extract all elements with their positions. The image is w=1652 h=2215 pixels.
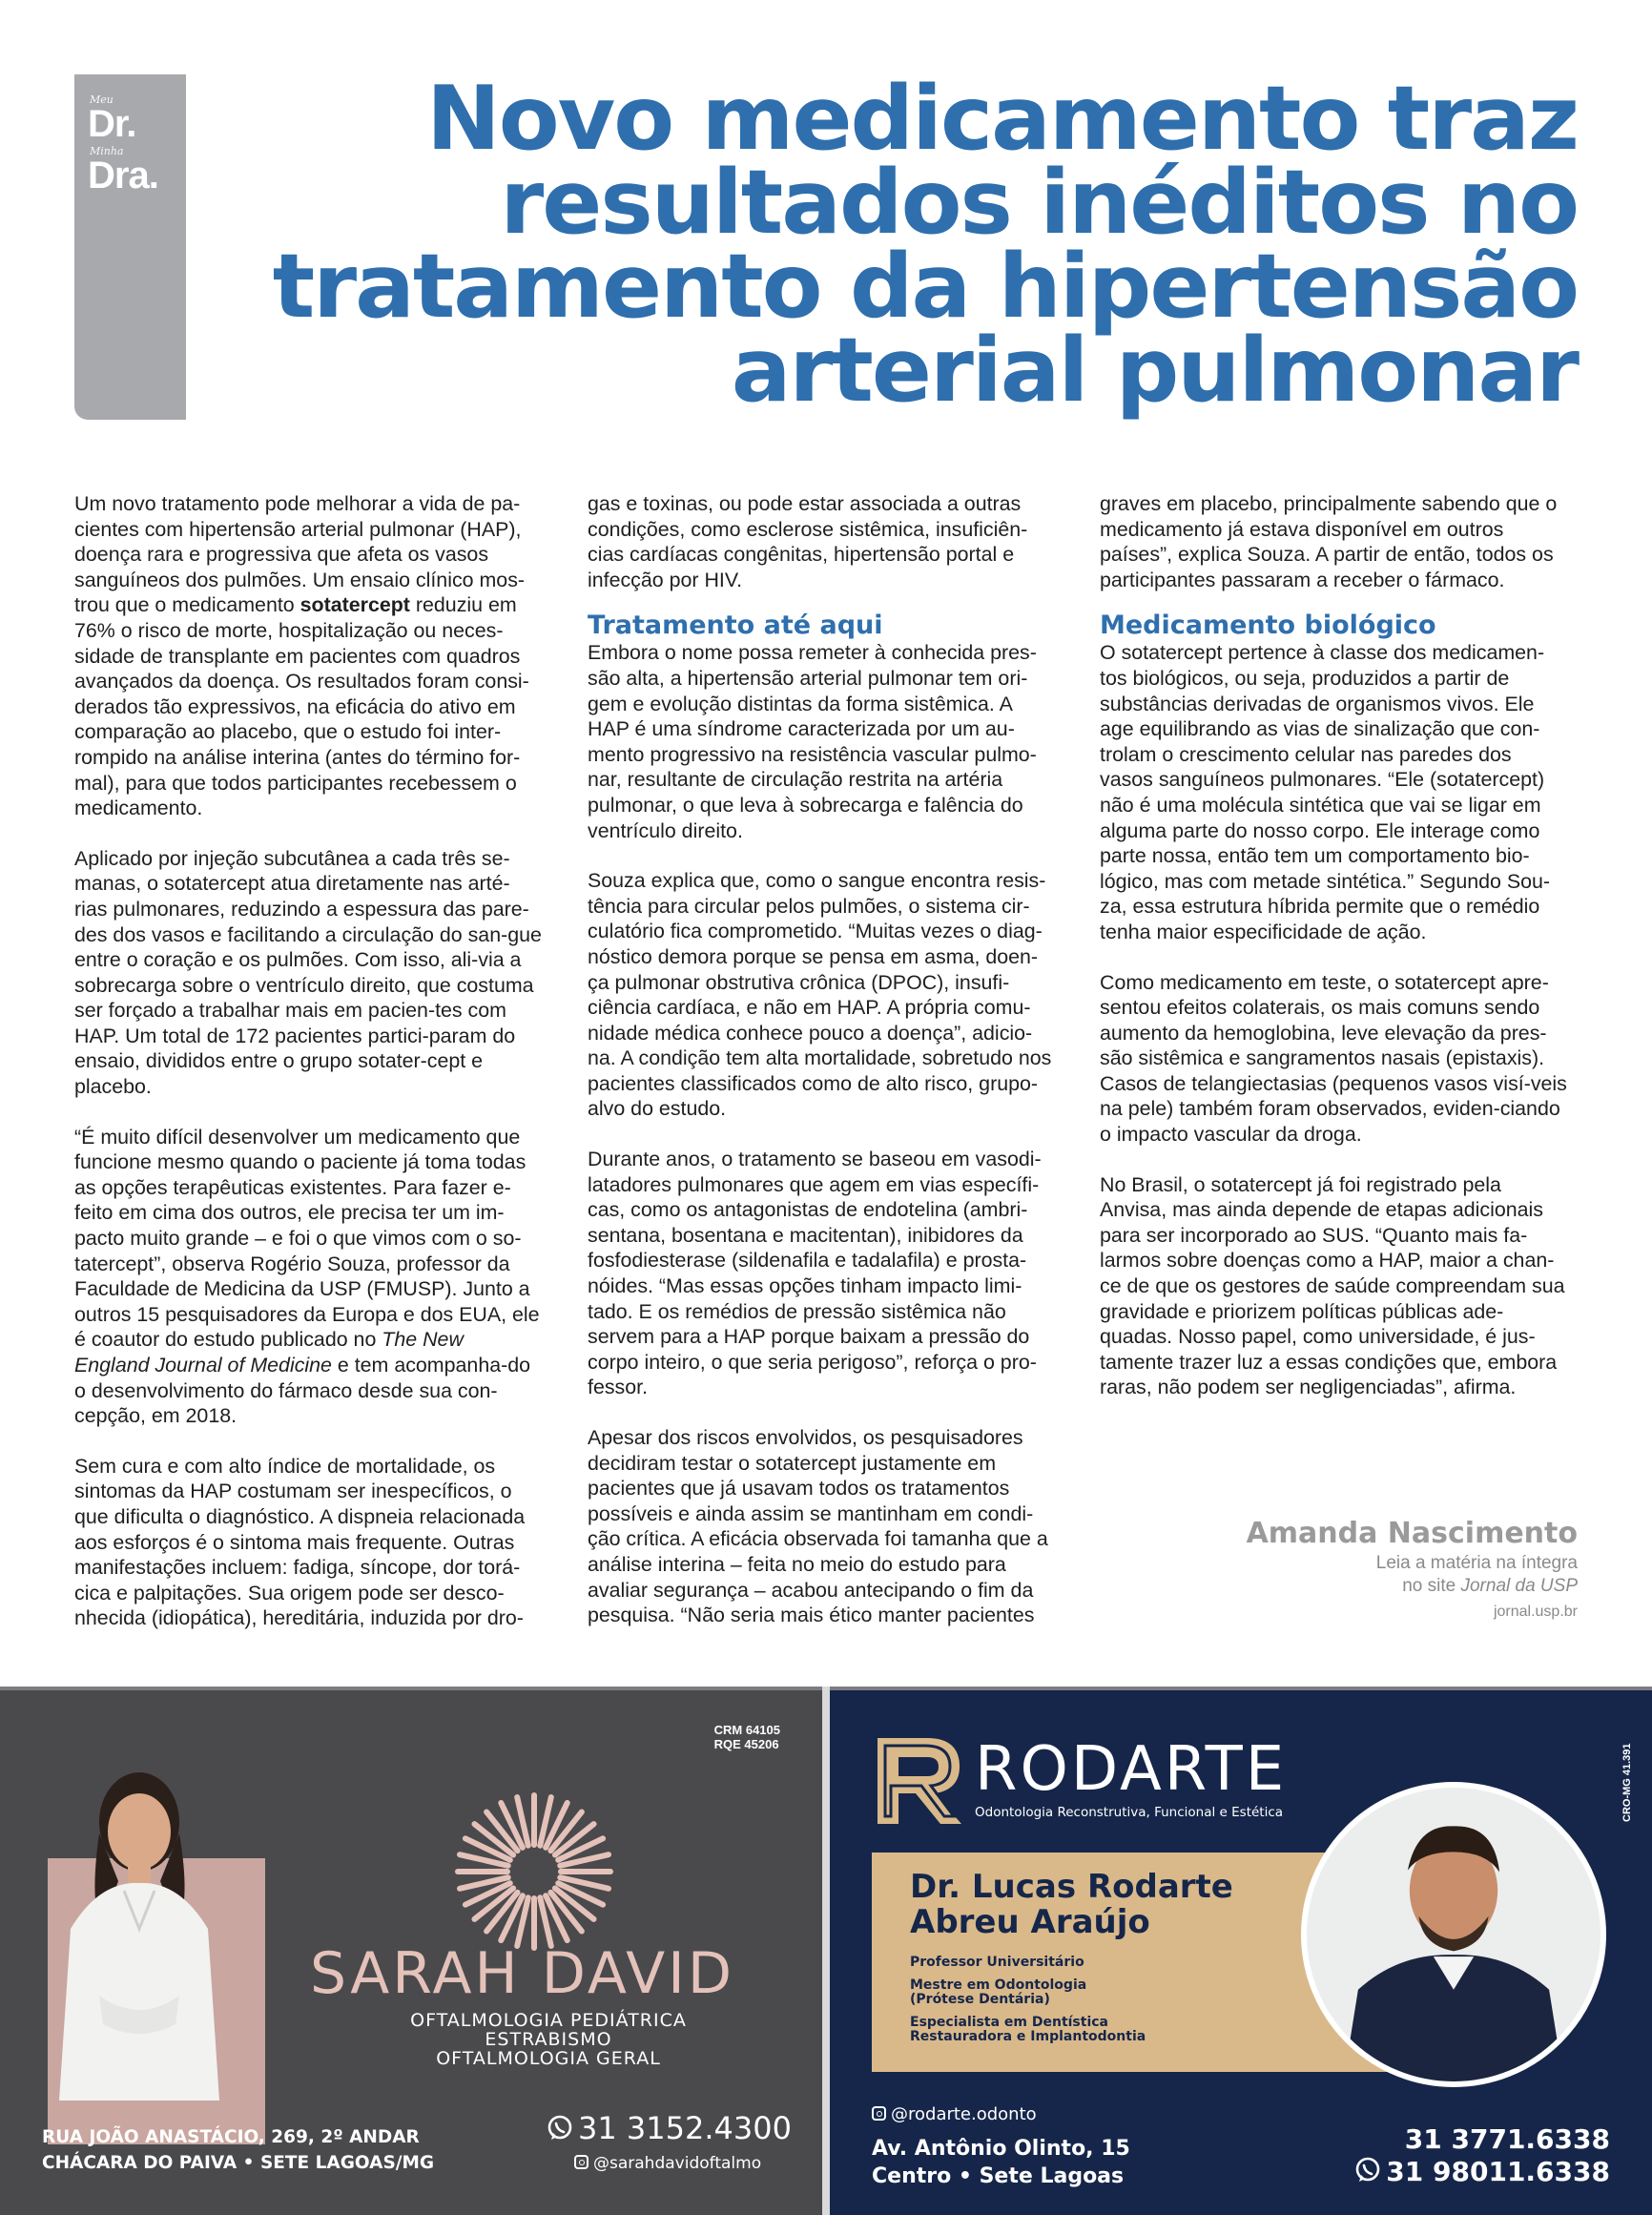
sarah-david-logo: SARAH DAVID	[310, 1940, 735, 2007]
paragraph: Um novo tratamento pode melhorar a vida de pa-cientes com hipertensão arterial pulmonar (HAP), doença rara e progressiva que afeta os vasos sanguíneos dos pulmões. Um ensaio clínico mos-trou que o medicamento sotatercept reduziu em 76% o risco de morte, hospitalização ou neces-sidade de transplante em pacientes com quadros avançados da doença. Os resultados foram consi-derados tão expressivos, na eficácia do ativo em comparação ao placebo, que o estudo foi inter-rompido na análise interina (antes do término for-mal), para que todos participantes recebessem o medicamento.	[74, 492, 529, 820]
article-column-3	[1100, 491, 1567, 1425]
phone-numbers[interactable]	[1353, 2123, 1610, 2188]
phone-2[interactable]: 31 98011.6338	[1353, 2156, 1610, 2188]
paragraph: Souza explica que, como o sangue encontra resis-tência para circular pelos pulmões, o sistema cir-culatório fica comprometido. “Muitas vezes o diag-nóstico demora porque se pensa em asma, doen-ça pulmonar obstrutiva crônica (DPOC), insufi-ciência cardíaca, e não em HAP. A própria comu-nidade médica conhece pouco a doença”, adicio-na. A condição tem alta mortalidade, sobretudo nos pacientes classificados como de alto risco, grupo-alvo do estudo.	[588, 869, 1052, 1121]
doctor-photo	[1301, 1782, 1606, 2087]
instagram-icon	[574, 2155, 589, 2169]
instagram-handle[interactable]: @rodarte.odonto	[872, 2104, 1037, 2124]
paragraph: “É muito difícil desenvolver um medicamento que funcione mesmo quando o paciente já toma todas as opções terapêuticas existentes. Para fazer e-feito em cima dos outros, ele precisa ter um im-pacto muito grande – e foi o que vimos com o so-tatercept”, observa Rogério Souza, professor da Faculdade de Medicina da USP (FMUSP). Junto a outros 15 pesquisadores da Europa e dos EUA, ele é coautor do estudo publicado no The New England Journal of Medicine e tem acompanha-do o desenvolvimento do fármaco desde sua con-cepção, em 2018.	[74, 1125, 540, 1428]
address: Av. Antônio Olinto, 15 Centro • Sete Lagoas	[872, 2137, 1130, 2188]
instagram-icon	[872, 2106, 886, 2121]
paragraph: Como medicamento em teste, o sotatercept apre-sentou efeitos colaterais, os mais comuns sendo aumento da hemoglobina, leve elevação da pres-são sistêmica e sangramentos nasais (epistaxis). Casos de telangiectasias (pequenos vasos visí-veis na pele) também foram observados, eviden-ciando o impacto vascular da droga.	[1100, 970, 1567, 1147]
read-more-line-1: Leia a matéria na íntegra	[1375, 1553, 1578, 1573]
author-name: Amanda Nascimento	[1246, 1517, 1578, 1550]
instagram-handle[interactable]: @sarahdavidoftalmo	[574, 2154, 761, 2173]
whatsapp-icon	[546, 2114, 574, 2143]
whatsapp-icon	[1353, 2156, 1382, 2184]
article-column-1	[74, 491, 542, 1656]
paragraph: Durante anos, o tratamento se baseou em vasodi-latadores pulmonares que agem em vias específi-cas, como os antagonistas de endotelina (ambri-sentana, bosentana e macitentan), inibidores da fosfodiesterase (sildenafila e tadalafila) e prosta-nóides. “Mas essas opções tinham impacto limi-tado. E os remédios de pressão sistêmica não servem para a HAP porque baixam a pressão do corpo inteiro, o que seria perigoso”, reforça o pro-fessor.	[588, 1148, 1042, 1399]
rodarte-r-logo	[872, 1732, 967, 1828]
doctor-name: Dr. Lucas Rodarte Abreu Araújo	[910, 1868, 1233, 1941]
section-heading: Medicamento biológico	[1100, 611, 1436, 641]
sunburst-logo	[448, 1786, 620, 1957]
paragraph: Apesar dos riscos envolvidos, os pesquisadores decidiram testar o sotatercept justamente em pacientes que já usavam todos os tratamentos possíveis e ainda assim se mantinham em condi-ção crítica. A eficácia observada foi tamanha que a análise interina – feita no meio do estudo para avaliar segurança – acabou antecipando o fim da pesquisa. “Não seria mais ético manter pacientes	[588, 1426, 1048, 1627]
phone-number[interactable]: 31 3152.4300	[546, 2110, 792, 2146]
crm-number: CRM 64105 RQE 45206	[713, 1723, 780, 1751]
paragraph: gas e toxinas, ou pode estar associada a outras condições, como esclerose sistêmica, insuficiên-cias cardíacas congênitas, hipertensão portal e infecção por HIV.	[588, 492, 1028, 591]
site-link[interactable]: jornal.usp.br	[1493, 1604, 1578, 1620]
address: RUA JOÃO ANASTÁCIO, 269, 2º ANDAR CHÁCARA DO PAIVA • SETE LAGOAS/MG	[42, 2127, 435, 2173]
paragraph: graves em placebo, principalmente sabendo que o medicamento já estava disponível em outros países”, explica Souza. A partir de então, todos os participantes passaram a receber o fármaco.	[1100, 492, 1558, 591]
drug-name-bold: sotatercept	[299, 593, 410, 617]
read-more-line-2: no site Jornal da USP	[1402, 1576, 1578, 1596]
phone-1[interactable]: 31 3771.6338	[1404, 2123, 1610, 2155]
doctor-portrait	[32, 1738, 246, 2101]
ad-rodarte	[830, 1687, 1652, 2215]
doctor-credentials: Professor Universitário Mestre em Odontologia (Prótese Dentária) Especialista em Dentística Restauradora e Implantodontia	[910, 1955, 1146, 2044]
section-heading: Tratamento até aqui	[588, 611, 883, 641]
paragraph: O sotatercept pertence à classe dos medicamen-tos biológicos, ou seja, produzidos a partir de substâncias derivadas de organismos vivos. Ele age equilibrando as vias de sinalização que con-trolam o crescimento celular nas paredes dos vasos sanguíneos pulmonares. “Ele (sotatercept) não é uma molécula sintética que vai se ligar em alguma parte do nosso corpo. Ele interage como parte nossa, então tem um comportamento bio-lógico, mas com metade sintética.” Segundo Sou-za, essa estrutura híbrida permite que o remédio tenha maior especificidade de ação.	[1100, 641, 1551, 943]
brand-tab	[74, 74, 186, 420]
brand-script-2: Minha	[90, 145, 124, 157]
brand-script-1: Meu	[90, 93, 114, 106]
rodarte-brand: RODARTE	[975, 1734, 1288, 1805]
paragraph: Aplicado por injeção subcutânea a cada três se-manas, o sotatercept atua diretamente nas arté-rias pulmonares, reduzindo a espessura das pare-des dos vasos e facilitando a circulação do san-gue entre o coração e os pulmões. Com isso, ali-via a sobrecarga sobre o ventrículo direito, que costuma ser forçado a trabalhar mais em pacien-tes com HAP. Um total de 172 pacientes partici-param do ensaio, divididos entre o grupo sotater-cept e placebo.	[74, 846, 542, 1099]
paragraph: Embora o nome possa remeter à conhecida pres-são alta, a hipertensão arterial pulmonar tem ori-gem e evolução distintas da forma sistêmica. A HAP é uma síndrome caracterizada por um au-mento progressivo na resistência vascular pulmo-nar, resultante de circulação restrita na artéria pulmonar, o que leva à sobrecarga e falência do ventrículo direito.	[588, 641, 1037, 842]
ad-divider	[822, 1687, 830, 2215]
paragraph: No Brasil, o sotatercept já foi registrado pela Anvisa, mas ainda depende de etapas adicionais para ser incorporado ao SUS. “Quanto mais fa-larmos sobre doenças como a HAP, maior a chan-ce de que os gestores de saúde compreendam sua gravidade e priorizem políticas públicas ade-quadas. Nosso papel, como universidade, é jus-tamente trazer luz a essas condições que, embora raras, não podem ser negligenciadas”, afirma.	[1100, 1172, 1565, 1399]
article-column-2	[588, 491, 1055, 1653]
headline: Novo medicamento traz resultados inéditos no tratamento da hipertensão arterial pulmonar	[272, 67, 1578, 422]
specialties: OFTALMOLOGIA PEDIÁTRICA ESTRABISMO OFTALMOLOGIA GERAL	[410, 2010, 687, 2069]
rodarte-subtitle: Odontologia Reconstrutiva, Funcional e Estética	[975, 1805, 1284, 1820]
brand-dra: Dra.	[88, 155, 158, 197]
ad-sarah-david	[0, 1687, 822, 2215]
paragraph: Sem cura e com alto índice de mortalidade, os sintomas da HAP costumam ser inespecíficos, o que dificulta o diagnóstico. A dispneia relacionada aos esforços é o sintoma mais frequente. Outras manifestações incluem: fadiga, síncope, dor torá-cica e palpitações. Sua origem pode ser desco-nhecida (idiopática), hereditária, induzida por dro-	[74, 1454, 526, 1630]
brand-dr: Dr.	[88, 103, 136, 145]
byline	[1247, 1517, 1578, 1621]
journal-name: The New England Journal of Medicine	[74, 1328, 464, 1377]
cro-number: CRO-MG 41.391	[1621, 1743, 1633, 1822]
